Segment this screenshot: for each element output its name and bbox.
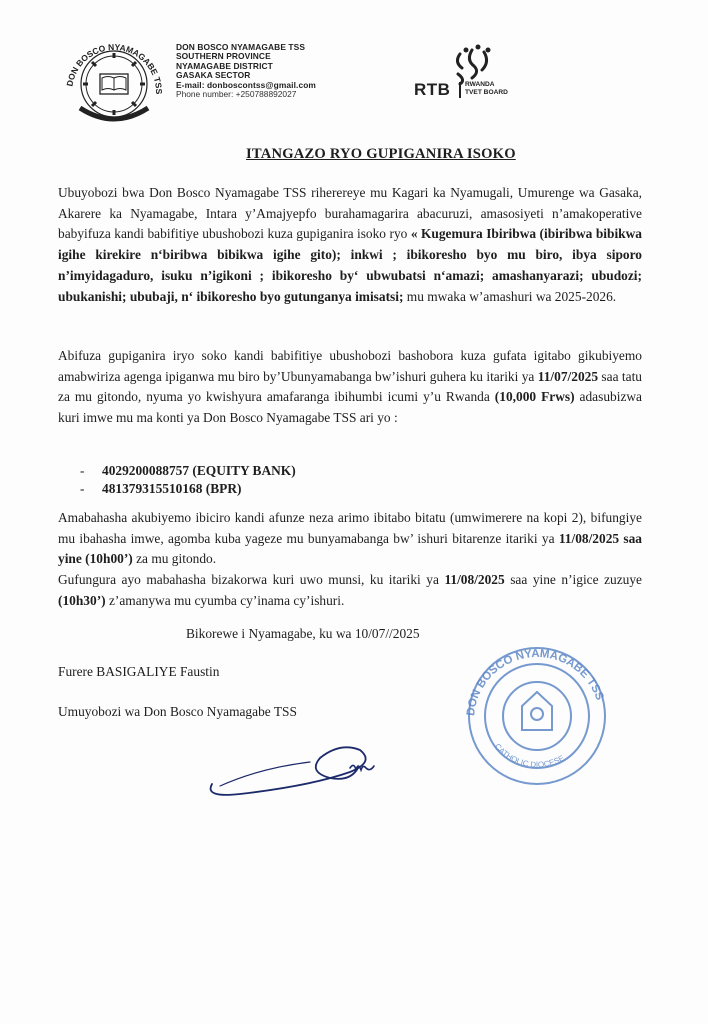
intro-tail: mu mwaka w’amashuri wa 2025-2026. (403, 288, 617, 304)
rtb-line1: RWANDA (465, 81, 495, 88)
district: NYAMAGABE DISTRICT (176, 60, 273, 71)
rtb-line2: TVET BOARD (465, 89, 508, 96)
start-date: 11/07/2025 (537, 368, 599, 384)
bank-accounts-list (80, 462, 296, 498)
conditions-part1: Abifuza gupiganira iryo soko kandi babifitiye ubushobozi bashobora kuza gufata igitabo gikubiyemo amabwiriza agenga ipiganwa mu biro by’Ubunyamabanga bw’ishuri guhera ku itariki ya (58, 348, 642, 384)
rtb-divider (459, 82, 461, 98)
place-date-line: Bikorewe i Nyamagabe, ku wa 10/07//2025 (186, 626, 420, 641)
list-item (80, 462, 296, 480)
rtb-fullname (465, 81, 525, 97)
intro-lead: Ubuyobozi bwa Don Bosco Nyamagabe TSS riherereye mu Kagari ka Nyamugali, Umurenge wa Gasaka, Akarere ka Nyamagabe, Intara y’Amajyepfo burahamagarira abacuruzi, amasosiyeti n’amakoperative babyifuza kandi babifitiye ubushobozi kuza gupiganira isoko ryo (58, 185, 642, 242)
email-label: E-mail: (176, 79, 205, 90)
signatory-role: Umuyobozi wa Don Bosco Nyamagabe TSS (58, 704, 297, 719)
conditions-part3: adasubizwa kuri imwe mu ma konti ya Don Bosco Nyamagabe TSS ari yo : (58, 389, 642, 426)
list-dash: - (80, 463, 85, 478)
stamp-lower-text: CATHOLIC DIOCESE (492, 741, 566, 770)
opening-part5: z’amanywa mu cyumba cy’inama cy’ishuri. (105, 592, 345, 608)
conditions-paragraph (58, 346, 642, 429)
opening-date: 11/08/2025 (444, 572, 505, 588)
signature (200, 728, 430, 806)
province: SOUTHERN PROVINCE (176, 51, 271, 62)
intro-items: « Kugemura Ibiribwa (ibiribwa bibikwa igihe kirekire n‘biribwa bibikwa igihe gito); inkwi ; ibikoresho byo mu biro, ibya siporo n’imyidagaduro, isuku n’igikoni ; ibikoresho by‘ ubwubatsi n‘amazi; amashanyarazi; ubudozi; ubukanishi; ububaji, n‘ ibikoresho byo gutunganya imisatsi; (58, 226, 642, 304)
official-stamp (452, 640, 622, 790)
school-name: DON BOSCO NYAMAGABE TSS (176, 42, 306, 52)
fee-amount: (10,000 Frws) (494, 389, 575, 405)
submission-paragraph (58, 508, 642, 612)
submission-part2: za mu gitondo. (132, 551, 217, 567)
intro-paragraph (58, 183, 642, 307)
sender-address (176, 43, 316, 99)
account-bpr: 481379315510168 (BPR) (102, 481, 242, 496)
deadline: 11/08/2025 saa yine (10h00’) (58, 530, 643, 567)
rtb-abbrev: RTB (414, 80, 451, 99)
opening-time: (10h30’) (58, 592, 106, 608)
signatory-name: Furere BASIGALIYE Faustin (58, 664, 220, 679)
school-logo (58, 34, 170, 124)
stamp-ring-text: DON BOSCO NYAMAGABE TSS (465, 647, 606, 717)
sector: GASAKA SECTOR (176, 70, 251, 81)
submission-part1: Amabahasha akubiyemo ibiciro kandi afunze neza arimo ibitabo bitatu (umwimerere na kopi 2), bifungiye mu ibahasha imwe, agomba kuba yageze mu bunyamabanga bw’ ishuri bitarenze itariki ya (58, 510, 642, 546)
phone: +250788892027 (235, 89, 297, 100)
opening-part3: Gufungura ayo mabahasha bizakorwa kuri uwo munsi, ku itariki ya (58, 572, 445, 588)
notice-title: ITANGAZO RYO GUPIGANIRA ISOKO (246, 146, 516, 162)
conditions-part2: saa tatu za mu gitondo, nyuma yo kwishyura amafaranga ibihumbi icumi y’u Rwanda (58, 368, 643, 405)
logo-ring-text: DON BOSCO NYAMAGABE TSS (64, 41, 165, 95)
opening-part4: saa yine n’igice zuzuye (504, 572, 642, 588)
list-item (80, 480, 296, 498)
phone-label: Phone number: (176, 89, 234, 100)
list-dash: - (80, 481, 85, 496)
email: donboscontss@gmail.com (206, 79, 316, 90)
account-equity: 4029200088757 (EQUITY BANK) (102, 463, 296, 478)
